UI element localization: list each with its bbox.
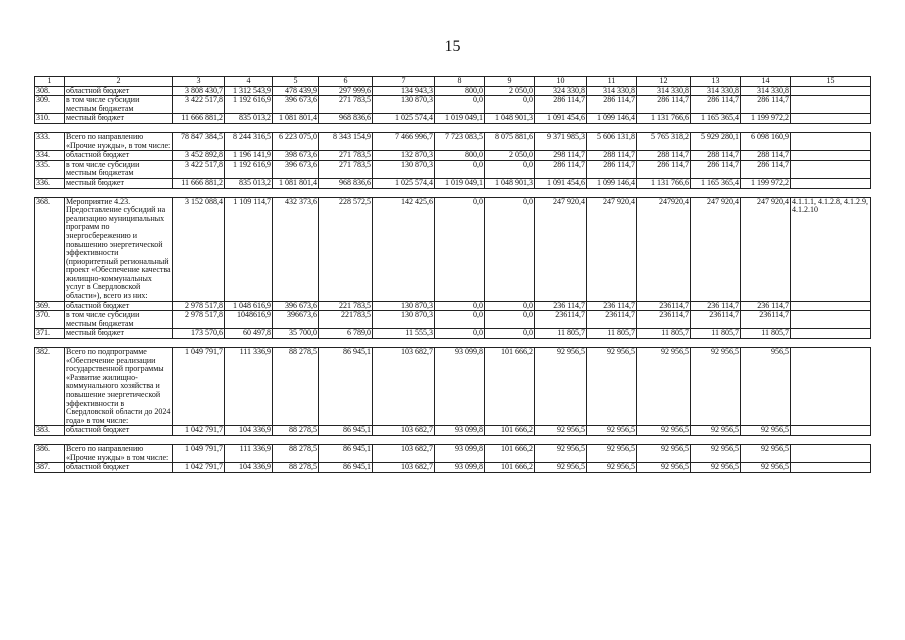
value-cell: 92 956,5 [535, 426, 587, 436]
value-cell: 236114,7 [637, 311, 691, 329]
row-number: 309. [35, 96, 65, 114]
target-indicators [791, 151, 871, 161]
value-cell: 236 114,7 [587, 301, 637, 311]
value-cell: 247 920,4 [587, 197, 637, 301]
row-label: местный бюджет [65, 114, 173, 124]
value-cell: 0,0 [485, 197, 535, 301]
value-cell: 86 945,1 [319, 444, 373, 462]
row-number: 333. [35, 132, 65, 150]
value-cell: 2 050,0 [485, 86, 535, 96]
gap-cell [35, 435, 871, 444]
value-cell: 92 956,5 [535, 463, 587, 473]
value-cell: 1 099 146,4 [587, 114, 637, 124]
target-indicators [791, 426, 871, 436]
value-cell: 3 152 088,4 [173, 197, 225, 301]
header-cell: 3 [173, 77, 225, 87]
block-gap [35, 123, 871, 132]
value-cell: 103 682,7 [373, 348, 435, 426]
value-cell: 103 682,7 [373, 463, 435, 473]
value-cell: 1 199 972,2 [741, 178, 791, 188]
budget-table [34, 76, 871, 473]
value-cell: 92 956,5 [637, 463, 691, 473]
value-cell: 11 666 881,2 [173, 114, 225, 124]
value-cell: 8 343 154,9 [319, 132, 373, 150]
target-indicators [791, 96, 871, 114]
value-cell: 1 025 574,4 [373, 178, 435, 188]
value-cell: 1 049 791,7 [173, 348, 225, 426]
target-indicators [791, 178, 871, 188]
table-row [35, 463, 871, 473]
header-cell: 10 [535, 77, 587, 87]
target-indicators [791, 301, 871, 311]
row-label: в том числе субсидии местным бюджетам [65, 160, 173, 178]
header-cell: 6 [319, 77, 373, 87]
value-cell: 1 048 901,3 [485, 178, 535, 188]
value-cell: 103 682,7 [373, 444, 435, 462]
value-cell: 1 165 365,4 [691, 178, 741, 188]
table-row [35, 426, 871, 436]
row-number: 369. [35, 301, 65, 311]
value-cell: 93 099,8 [435, 426, 485, 436]
value-cell: 1 048 901,3 [485, 114, 535, 124]
value-cell: 271 783,5 [319, 96, 373, 114]
value-cell: 432 373,6 [273, 197, 319, 301]
header-cell: 14 [741, 77, 791, 87]
table-row [35, 301, 871, 311]
value-cell: 478 439,9 [273, 86, 319, 96]
value-cell: 314 330,8 [587, 86, 637, 96]
value-cell: 286 114,7 [691, 96, 741, 114]
target-indicators [791, 463, 871, 473]
value-cell: 396 673,6 [273, 96, 319, 114]
value-cell: 1 192 616,9 [225, 96, 273, 114]
value-cell: 0,0 [435, 160, 485, 178]
value-cell: 396 673,6 [273, 160, 319, 178]
row-label: Всего по подпрограмме «Обеспечение реализации государственной программы «Развитие жилищно-коммунального хозяйства и повышение энергетической эффективности в Свердловской области до 2024 года» в том числе: [65, 348, 173, 426]
value-cell: 286 114,7 [637, 160, 691, 178]
value-cell: 88 278,5 [273, 426, 319, 436]
table-row [35, 151, 871, 161]
value-cell: 1 091 454,6 [535, 114, 587, 124]
value-cell: 288 114,7 [691, 151, 741, 161]
block-gap [35, 188, 871, 197]
value-cell: 835 013,2 [225, 114, 273, 124]
header-cell: 11 [587, 77, 637, 87]
value-cell: 1 199 972,2 [741, 114, 791, 124]
value-cell: 111 336,9 [225, 348, 273, 426]
target-indicators [791, 86, 871, 96]
row-label: областной бюджет [65, 426, 173, 436]
value-cell: 101 666,2 [485, 426, 535, 436]
value-cell: 130 870,3 [373, 311, 435, 329]
value-cell: 86 945,1 [319, 463, 373, 473]
row-label: областной бюджет [65, 151, 173, 161]
row-label: Всего по направлению «Прочие нужды», в том числе: [65, 132, 173, 150]
value-cell: 92 956,5 [587, 426, 637, 436]
value-cell: 288 114,7 [637, 151, 691, 161]
value-cell: 398 673,6 [273, 151, 319, 161]
value-cell: 92 956,5 [741, 463, 791, 473]
row-number: 383. [35, 426, 65, 436]
header-cell: 9 [485, 77, 535, 87]
value-cell: 86 945,1 [319, 426, 373, 436]
value-cell: 92 956,5 [691, 348, 741, 426]
value-cell: 9 371 985,3 [535, 132, 587, 150]
value-cell: 247920,4 [637, 197, 691, 301]
value-cell: 0,0 [485, 301, 535, 311]
value-cell: 101 666,2 [485, 348, 535, 426]
value-cell: 8 075 881,6 [485, 132, 535, 150]
value-cell: 286 114,7 [691, 160, 741, 178]
header-cell: 7 [373, 77, 435, 87]
value-cell: 5 765 318,2 [637, 132, 691, 150]
value-cell: 92 956,5 [587, 444, 637, 462]
value-cell: 6 098 160,9 [741, 132, 791, 150]
value-cell: 93 099,8 [435, 463, 485, 473]
value-cell: 104 336,9 [225, 463, 273, 473]
value-cell: 35 700,0 [273, 329, 319, 339]
value-cell: 297 999,6 [319, 86, 373, 96]
table-row [35, 311, 871, 329]
value-cell: 11 666 881,2 [173, 178, 225, 188]
value-cell: 271 783,5 [319, 151, 373, 161]
value-cell: 92 956,5 [691, 444, 741, 462]
value-cell: 288 114,7 [741, 151, 791, 161]
value-cell: 92 956,5 [741, 426, 791, 436]
value-cell: 11 805,7 [691, 329, 741, 339]
value-cell: 1 109 114,7 [225, 197, 273, 301]
header-cell: 1 [35, 77, 65, 87]
value-cell: 104 336,9 [225, 426, 273, 436]
value-cell: 1 081 801,4 [273, 114, 319, 124]
table-row [35, 96, 871, 114]
value-cell: 142 425,6 [373, 197, 435, 301]
value-cell: 92 956,5 [741, 444, 791, 462]
table-row [35, 114, 871, 124]
value-cell: 247 920,4 [691, 197, 741, 301]
value-cell: 1 048 616,9 [225, 301, 273, 311]
value-cell: 0,0 [435, 311, 485, 329]
value-cell: 1 019 049,1 [435, 178, 485, 188]
value-cell: 93 099,8 [435, 348, 485, 426]
value-cell: 6 789,0 [319, 329, 373, 339]
value-cell: 92 956,5 [691, 463, 741, 473]
row-label: областной бюджет [65, 86, 173, 96]
value-cell: 286 114,7 [637, 96, 691, 114]
value-cell: 288 114,7 [587, 151, 637, 161]
value-cell: 11 805,7 [535, 329, 587, 339]
row-label: областной бюджет [65, 463, 173, 473]
value-cell: 101 666,2 [485, 444, 535, 462]
row-number: 387. [35, 463, 65, 473]
value-cell: 968 836,6 [319, 178, 373, 188]
header-cell: 12 [637, 77, 691, 87]
row-number: 334. [35, 151, 65, 161]
value-cell: 1 019 049,1 [435, 114, 485, 124]
header-cell: 13 [691, 77, 741, 87]
value-cell: 11 555,3 [373, 329, 435, 339]
value-cell: 236 114,7 [741, 301, 791, 311]
value-cell: 2 978 517,8 [173, 301, 225, 311]
row-label: областной бюджет [65, 301, 173, 311]
value-cell: 286 114,7 [587, 96, 637, 114]
row-number: 386. [35, 444, 65, 462]
row-number: 308. [35, 86, 65, 96]
row-number: 382. [35, 348, 65, 426]
row-number: 335. [35, 160, 65, 178]
header-cell: 8 [435, 77, 485, 87]
value-cell: 236114,7 [587, 311, 637, 329]
value-cell: 5 929 280,1 [691, 132, 741, 150]
header-cell: 15 [791, 77, 871, 87]
value-cell: 800,0 [435, 151, 485, 161]
value-cell: 286 114,7 [741, 160, 791, 178]
table-row [35, 160, 871, 178]
target-indicators [791, 132, 871, 150]
table-row [35, 444, 871, 462]
target-indicators [791, 444, 871, 462]
target-indicators [791, 311, 871, 329]
table-header-row [35, 77, 871, 87]
value-cell: 103 682,7 [373, 426, 435, 436]
table-row [35, 348, 871, 426]
value-cell: 111 336,9 [225, 444, 273, 462]
table-row [35, 132, 871, 150]
value-cell: 11 805,7 [587, 329, 637, 339]
table-body [35, 77, 871, 473]
value-cell: 1 196 141,9 [225, 151, 273, 161]
value-cell: 0,0 [435, 329, 485, 339]
value-cell: 1 042 791,7 [173, 426, 225, 436]
value-cell: 3 422 517,8 [173, 160, 225, 178]
value-cell: 2 978 517,8 [173, 311, 225, 329]
value-cell: 324 330,8 [535, 86, 587, 96]
value-cell: 1 131 766,6 [637, 178, 691, 188]
value-cell: 0,0 [485, 96, 535, 114]
value-cell: 1 042 791,7 [173, 463, 225, 473]
value-cell: 7 723 083,5 [435, 132, 485, 150]
value-cell: 247 920,4 [741, 197, 791, 301]
value-cell: 221783,5 [319, 311, 373, 329]
target-indicators [791, 114, 871, 124]
value-cell: 134 943,3 [373, 86, 435, 96]
value-cell: 298 114,7 [535, 151, 587, 161]
row-label: Всего по направлению «Прочие нужды» в том числе: [65, 444, 173, 462]
value-cell: 968 836,6 [319, 114, 373, 124]
block-gap [35, 435, 871, 444]
value-cell: 132 870,3 [373, 151, 435, 161]
value-cell: 130 870,3 [373, 160, 435, 178]
value-cell: 286 114,7 [587, 160, 637, 178]
header-cell: 2 [65, 77, 173, 87]
value-cell: 88 278,5 [273, 444, 319, 462]
value-cell: 92 956,5 [587, 348, 637, 426]
value-cell: 130 870,3 [373, 96, 435, 114]
value-cell: 286 114,7 [741, 96, 791, 114]
row-label: местный бюджет [65, 329, 173, 339]
value-cell: 1 131 766,6 [637, 114, 691, 124]
value-cell: 93 099,8 [435, 444, 485, 462]
value-cell: 6 223 075,0 [273, 132, 319, 150]
value-cell: 396 673,6 [273, 301, 319, 311]
target-indicators: 4.1.1.1, 4.1.2.8, 4.1.2.9, 4.1.2.10 [791, 197, 871, 301]
block-gap [35, 339, 871, 348]
table-row [35, 329, 871, 339]
value-cell: 236114,7 [637, 301, 691, 311]
value-cell: 78 847 384,5 [173, 132, 225, 150]
value-cell: 228 572,5 [319, 197, 373, 301]
page-number: 15 [444, 38, 461, 55]
value-cell: 236114,7 [535, 311, 587, 329]
value-cell: 60 497,8 [225, 329, 273, 339]
value-cell: 92 956,5 [587, 463, 637, 473]
value-cell: 88 278,5 [273, 463, 319, 473]
value-cell: 11 805,7 [741, 329, 791, 339]
row-label: в том числе субсидии местным бюджетам [65, 96, 173, 114]
table-row [35, 197, 871, 301]
value-cell: 314 330,8 [691, 86, 741, 96]
value-cell: 286 114,7 [535, 160, 587, 178]
value-cell: 247 920,4 [535, 197, 587, 301]
row-number: 310. [35, 114, 65, 124]
value-cell: 101 666,2 [485, 463, 535, 473]
value-cell: 2 050,0 [485, 151, 535, 161]
target-indicators [791, 329, 871, 339]
row-number: 371. [35, 329, 65, 339]
value-cell: 88 278,5 [273, 348, 319, 426]
value-cell: 236114,7 [691, 311, 741, 329]
value-cell: 396673,6 [273, 311, 319, 329]
value-cell: 92 956,5 [691, 426, 741, 436]
value-cell: 800,0 [435, 86, 485, 96]
value-cell: 3 422 517,8 [173, 96, 225, 114]
value-cell: 3 808 430,7 [173, 86, 225, 96]
value-cell: 86 945,1 [319, 348, 373, 426]
row-label: местный бюджет [65, 178, 173, 188]
row-number: 336. [35, 178, 65, 188]
value-cell: 92 956,5 [637, 348, 691, 426]
row-number: 368. [35, 197, 65, 301]
value-cell: 236 114,7 [691, 301, 741, 311]
value-cell: 221 783,5 [319, 301, 373, 311]
value-cell: 286 114,7 [535, 96, 587, 114]
value-cell: 0,0 [435, 96, 485, 114]
row-number: 370. [35, 311, 65, 329]
target-indicators [791, 348, 871, 426]
value-cell: 0,0 [435, 301, 485, 311]
value-cell: 236 114,7 [535, 301, 587, 311]
value-cell: 956,5 [741, 348, 791, 426]
target-indicators [791, 160, 871, 178]
value-cell: 271 783,5 [319, 160, 373, 178]
gap-cell [35, 339, 871, 348]
value-cell: 1 025 574,4 [373, 114, 435, 124]
table-row [35, 178, 871, 188]
value-cell: 5 606 131,8 [587, 132, 637, 150]
value-cell: 92 956,5 [535, 348, 587, 426]
table-row [35, 86, 871, 96]
value-cell: 1 049 791,7 [173, 444, 225, 462]
row-label: Мероприятие 4.23. Предоставление субсидий на реализацию муниципальных программ по энергосбережению и повышению энергетической эффективности (приоритетный региональный проект «Обеспечение качества жилищно-коммунальных услуг в Свердловской области»), всего из них: [66, 197, 171, 301]
value-cell: 314 330,8 [637, 86, 691, 96]
value-cell: 0,0 [485, 160, 535, 178]
value-cell: 92 956,5 [637, 444, 691, 462]
value-cell: 1 099 146,4 [587, 178, 637, 188]
value-cell: 8 244 316,5 [225, 132, 273, 150]
value-cell: 92 956,5 [535, 444, 587, 462]
value-cell: 7 466 996,7 [373, 132, 435, 150]
value-cell: 1 081 801,4 [273, 178, 319, 188]
value-cell: 1 312 543,9 [225, 86, 273, 96]
value-cell: 1048616,9 [225, 311, 273, 329]
value-cell: 11 805,7 [637, 329, 691, 339]
value-cell: 0,0 [485, 311, 535, 329]
value-cell: 314 330,8 [741, 86, 791, 96]
value-cell: 173 570,6 [173, 329, 225, 339]
value-cell: 1 192 616,9 [225, 160, 273, 178]
value-cell: 236114,7 [741, 311, 791, 329]
header-cell: 4 [225, 77, 273, 87]
value-cell: 0,0 [435, 197, 485, 301]
gap-cell [35, 188, 871, 197]
value-cell: 92 956,5 [637, 426, 691, 436]
row-label: в том числе субсидии местным бюджетам [65, 311, 173, 329]
value-cell: 1 091 454,6 [535, 178, 587, 188]
value-cell: 835 013,2 [225, 178, 273, 188]
value-cell: 1 165 365,4 [691, 114, 741, 124]
value-cell: 3 452 892,8 [173, 151, 225, 161]
value-cell: 0,0 [485, 329, 535, 339]
value-cell: 130 870,3 [373, 301, 435, 311]
header-cell: 5 [273, 77, 319, 87]
gap-cell [35, 123, 871, 132]
